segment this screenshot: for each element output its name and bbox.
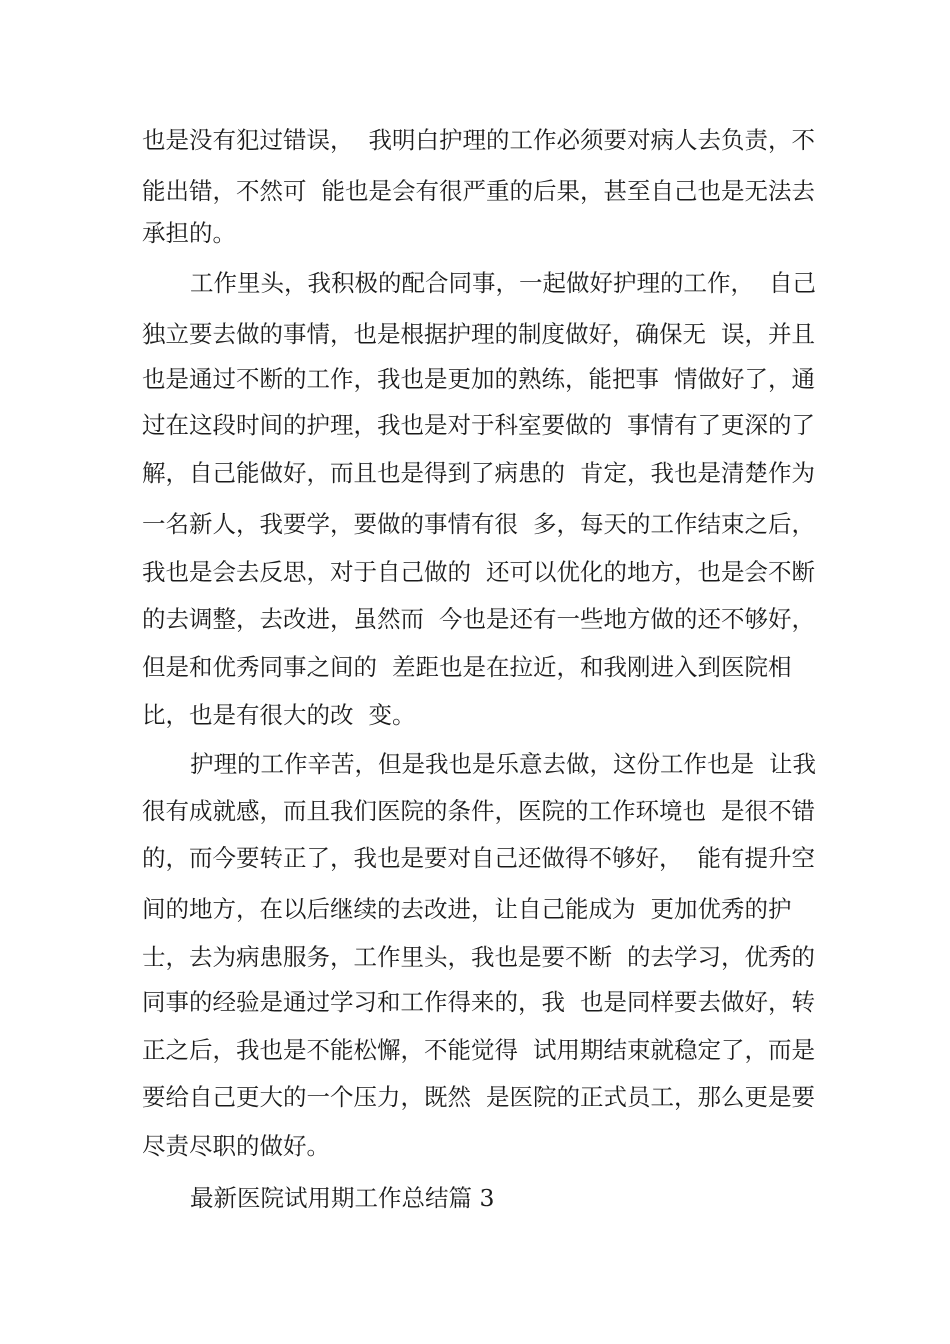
- paragraph-start-line: 护理的工作辛苦，但是我也是乐意去做，这份工作也是 让我: [190, 750, 816, 778]
- text-line: 士，去为病患服务，工作里头，我也是要不断 的去学习，优秀的: [142, 943, 815, 971]
- text-line: 一名新人，我要学，要做的事情有很 多，每天的工作结束之后，: [142, 510, 815, 538]
- text-line: 但是和优秀同事之间的 差距也是在拉近，和我刚进入到医院相: [142, 653, 792, 681]
- text-line: 独立要去做的事情，也是根据护理的制度做好，确保无 误，并且: [142, 320, 815, 348]
- text-line: 也是通过不断的工作，我也是更加的熟练，能把事 情做好了，通: [142, 365, 815, 393]
- text-line: 比，也是有很大的改 变。: [142, 701, 416, 729]
- text-line: 我也是会去反思，对于自己做的 还可以优化的地方，也是会不断: [142, 558, 815, 586]
- text-line: 承担的。: [142, 219, 236, 247]
- text-line: 能出错，不然可 能也是会有很严重的后果，甚至自己也是无法去: [142, 177, 815, 205]
- text-line: 解，自己能做好，而且也是得到了病患的 肯定，我也是清楚作为: [142, 459, 815, 487]
- text-line: 正之后，我也是不能松懈，不能觉得 试用期结束就稳定了，而是: [142, 1036, 815, 1064]
- text-line: 很有成就感，而且我们医院的条件，医院的工作环境也 是很不错: [142, 797, 815, 825]
- text-line: 也是没有犯过错误， 我明白护理的工作必须要对病人去负责，不: [142, 126, 815, 154]
- text-line: 要给自己更大的一个压力，既然 是医院的正式员工，那么更是要: [142, 1083, 815, 1111]
- paragraph-start-line: 工作里头，我积极的配合同事，一起做好护理的工作， 自己: [190, 269, 816, 297]
- section-heading: 最新医院试用期工作总结篇 3: [190, 1184, 495, 1212]
- text-line: 过在这段时间的护理，我也是对于科室要做的 事情有了更深的了: [142, 411, 815, 439]
- text-line: 间的地方，在以后继续的去改进，让自己能成为 更加优秀的护: [142, 895, 792, 923]
- text-line: 的，而今要转正了，我也是要对自己还做得不够好， 能有提升空: [142, 844, 815, 872]
- text-line: 尽责尽职的做好。: [142, 1132, 330, 1160]
- text-line: 同事的经验是通过学习和工作得来的，我 也是同样要去做好，转: [142, 988, 815, 1016]
- text-line: 的去调整，去改进，虽然而 今也是还有一些地方做的还不够好，: [142, 605, 815, 633]
